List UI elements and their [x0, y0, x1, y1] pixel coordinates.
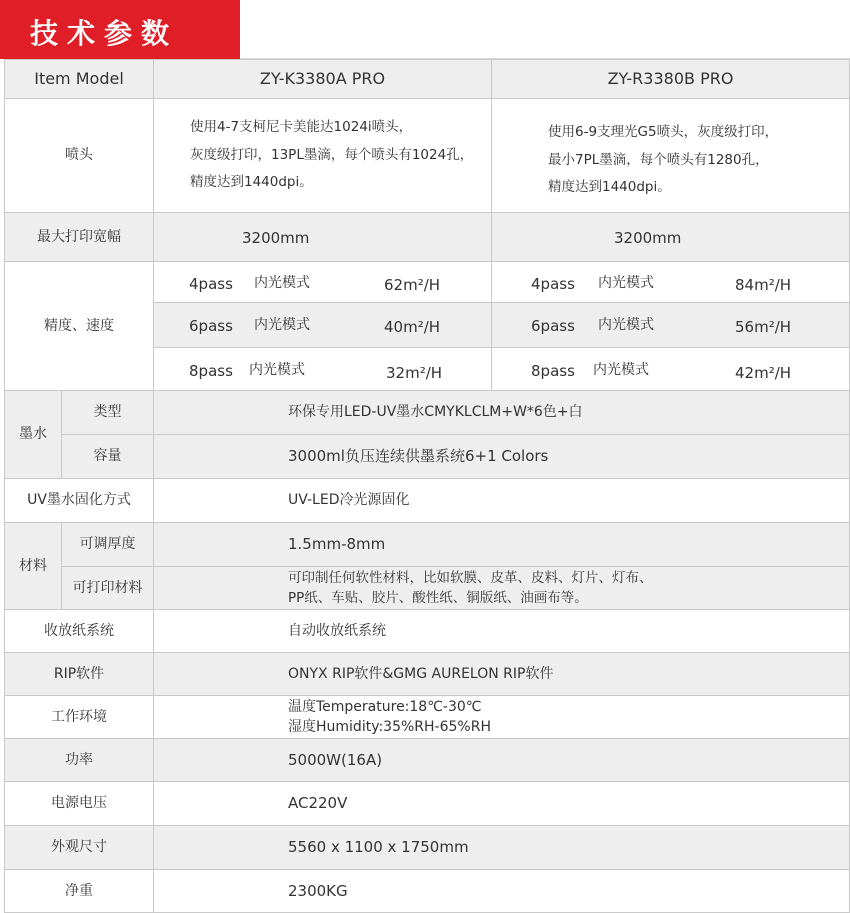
dimensions-label-text: 外观尺寸: [51, 839, 107, 855]
nozzle-a-line-1: 使用4-7支柯尼卡美能达1024i喷头，: [190, 119, 413, 135]
max-width-a: 3200mm: [242, 229, 310, 247]
power-value-text: 5000W(16A): [288, 750, 383, 769]
dimensions-label: [4, 825, 154, 870]
section-title-band: [0, 0, 240, 59]
speed-3-value-b: 42m²/H: [735, 364, 792, 382]
speed-row-3-a: [153, 347, 492, 391]
rip-label-text: RIP软件: [53, 665, 105, 682]
speed-row-2-a: [153, 302, 492, 348]
nozzle-label-text: 喷头: [65, 147, 93, 163]
ink-type-label-text: 类型: [93, 404, 122, 420]
material-printable-label-text: 可打印材料: [72, 579, 143, 596]
nozzle-b-line-1: 使用6-9支理光G5喷头，灰度级打印，: [548, 124, 779, 140]
nozzle-b-line-3: 精度达到1440dpi。: [548, 179, 671, 195]
section-title: 技术参数: [30, 17, 179, 50]
ink-type-label: [61, 390, 154, 435]
nozzle-a-cell: [153, 98, 492, 213]
max-width-a-cell: [153, 212, 492, 262]
power-value: [153, 738, 850, 782]
max-width-label-text: 最大打印宽幅: [37, 228, 121, 245]
environment-value: [153, 695, 850, 739]
speed-1-mode-b: 内光模式: [598, 275, 654, 291]
weight-value-text: 2300KG: [288, 881, 348, 900]
weight-label-text: 净重: [65, 882, 93, 899]
ink-label-text: 墨水: [19, 426, 47, 442]
environment-label-text: 工作环境: [51, 708, 107, 725]
takeup-value: [153, 609, 850, 653]
material-thickness-value-text: 1.5mm-8mm: [288, 535, 386, 554]
power-label-text: 功率: [65, 751, 93, 768]
max-width-label: [4, 212, 154, 262]
speed-row-1-b: [491, 261, 850, 303]
max-width-b-cell: [491, 212, 850, 262]
nozzle-label: [4, 98, 154, 213]
voltage-label-text: 电源电压: [51, 795, 107, 811]
material-label: [4, 522, 62, 610]
material-thickness-label: [61, 522, 154, 567]
speed-3-mode-a: 内光模式: [249, 362, 305, 378]
environment-line-1: 温度Temperature:18℃-30℃: [288, 699, 482, 715]
speed-1-value-a: 62m²/H: [384, 276, 441, 294]
curing-value: [153, 478, 850, 523]
ink-label: [4, 390, 62, 479]
material-thickness-label-text: 可调厚度: [79, 536, 136, 552]
speed-label: [4, 261, 154, 391]
header-model-a-text: ZY-K3380A PRO: [259, 69, 386, 88]
rip-value-text: ONYX RIP软件&GMG AURELON RIP软件: [288, 665, 554, 682]
speed-1-mode-a: 内光模式: [254, 275, 310, 291]
voltage-value-text: AC220V: [288, 794, 348, 813]
speed-2-pass-a: 6pass: [189, 317, 233, 335]
material-printable-value: [153, 566, 850, 610]
speed-2-mode-b: 内光模式: [598, 317, 654, 333]
nozzle-a-line-3: 精度达到1440dpi。: [190, 174, 313, 190]
takeup-value-text: 自动收放纸系统: [288, 622, 386, 639]
dimensions-value: [153, 825, 850, 870]
header-model-b-text: ZY-R3380B PRO: [607, 69, 734, 88]
material-printable-label: [61, 566, 154, 610]
takeup-label: [4, 609, 154, 653]
ink-capacity-value: [153, 434, 850, 479]
voltage-value: [153, 781, 850, 826]
material-printable-line-2: PP纸、车贴、胶片、酸性纸、铜版纸、油画布等。: [288, 590, 588, 606]
material-printable-line-1: 可印制任何软性材料，比如软膜、皮革、皮料、灯片、灯布、: [288, 570, 653, 586]
material-label-text: 材料: [19, 557, 47, 574]
speed-2-mode-a: 内光模式: [254, 317, 310, 333]
rip-label: [4, 652, 154, 696]
ink-type-value: [153, 390, 850, 435]
curing-value-text: UV-LED冷光源固化: [288, 492, 410, 508]
ink-capacity-label: [61, 434, 154, 479]
speed-3-pass-b: 8pass: [531, 362, 575, 380]
speed-3-value-a: 32m²/H: [386, 364, 443, 382]
environment-label: [4, 695, 154, 739]
speed-3-mode-b: 内光模式: [593, 362, 649, 378]
header-item-model: [4, 59, 154, 99]
speed-1-value-b: 84m²/H: [735, 276, 792, 294]
speed-row-3-b: [491, 347, 850, 391]
speed-row-2-b: [491, 302, 850, 348]
speed-1-pass-b: 4pass: [531, 275, 575, 293]
voltage-label: [4, 781, 154, 826]
nozzle-a-line-2: 灰度级打印，13PL墨滴，每个喷头有1024孔，: [190, 147, 474, 163]
speed-3-pass-a: 8pass: [189, 362, 233, 380]
weight-value: [153, 869, 850, 913]
curing-label-text: UV墨水固化方式: [27, 492, 131, 508]
weight-label: [4, 869, 154, 913]
ink-type-value-text: 环保专用LED-UV墨水CMYKLCLM+W*6色+白: [288, 404, 583, 420]
speed-2-value-b: 56m²/H: [735, 318, 792, 336]
dimensions-value-text: 5560 x 1100 x 1750mm: [288, 838, 469, 857]
header-item-model-text: Item Model: [34, 69, 124, 88]
nozzle-b-cell: [491, 98, 850, 213]
speed-1-pass-a: 4pass: [189, 275, 233, 293]
speed-row-1-a: [153, 261, 492, 303]
header-model-a: [153, 59, 492, 99]
takeup-label-text: 收放纸系统: [44, 622, 114, 639]
curing-label: [4, 478, 154, 523]
ink-capacity-value-text: 3000ml负压连续供墨系统6+1 Colors: [288, 447, 549, 466]
header-model-b: [491, 59, 850, 99]
speed-2-pass-b: 6pass: [531, 317, 575, 335]
max-width-b: 3200mm: [614, 229, 682, 247]
nozzle-b-line-2: 最小7PL墨滴，每个喷头有1280孔，: [548, 152, 769, 168]
environment-line-2: 湿度Humidity:35%RH-65%RH: [288, 719, 491, 735]
material-thickness-value: [153, 522, 850, 567]
rip-value: [153, 652, 850, 696]
speed-2-value-a: 40m²/H: [384, 318, 441, 336]
power-label: [4, 738, 154, 782]
speed-label-text: 精度、速度: [44, 317, 114, 334]
ink-capacity-label-text: 容量: [93, 448, 122, 464]
